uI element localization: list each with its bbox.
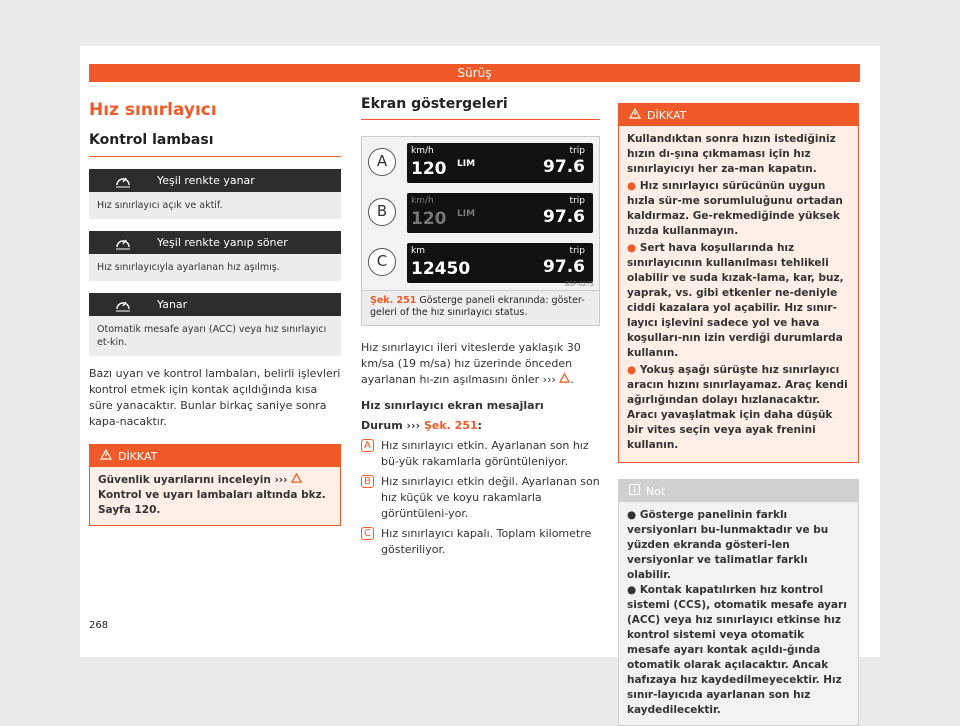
- warning-triangle-icon: [629, 108, 641, 122]
- body-paragraph: Hız sınırlayıcı ileri viteslerde yaklaşık 30 km/sa (19 m/sa) hız üzerinde önceden ayarlanan hı-zın aşılmasını önler ››› .: [361, 341, 581, 386]
- warning-header: DİKKAT: [90, 445, 340, 467]
- status-line: Durum ››› Şek. 251:: [361, 419, 483, 432]
- list-item: C Hız sınırlayıcı kapalı. Toplam kilometre gösteriliyor.: [361, 526, 600, 558]
- warning-body: Güvenlik uyarılarını inceleyin ››› Kontrol ve uyarı lambaları altında bkz. Sayfa 120.: [90, 467, 340, 525]
- page-title: Hız sınırlayıcı: [89, 100, 217, 120]
- display-figure: [361, 136, 600, 291]
- warning-bullet: ● Yokuş aşağı sürüşte hız sınırlayıcı aracın hızını sınırlayamaz. Araç kendi ağırlığından dolayı hızlanacaktır. Aracı yavaşlatmak için daha düşük bir vites seçin veya ayak frenini kullanın.: [627, 364, 848, 451]
- note-box: [618, 479, 859, 726]
- section-header: Sürüş: [89, 64, 860, 82]
- lamp-description: Otomatik mesafe ayarı (ACC) veya hız sınırlayıcı et-kin.: [89, 316, 341, 356]
- warning-body: [619, 126, 858, 462]
- column-right: [618, 103, 859, 726]
- warning-bullet: ● Sert hava koşullarında hız sınırlayıcının kullanılması tehlikeli olabilir ve suda kızak-lama, kar, buz, yaprak, vs. gibi etkenler ne-deniyle ciddi kazalara yol açabilir. Hız sınır-layıcı işlevini sadece yol ve hava koşulları-nın izin verdiği durumlarda kullanın.: [627, 242, 844, 359]
- lamp-label: Yeşil renkte yanıp söner: [157, 236, 288, 249]
- lamp-bar: [89, 169, 341, 192]
- figure-label-c: C: [368, 248, 396, 276]
- warning-intro: Kullandıktan sonra hızın istediğiniz hızın dı-şına çıkmaması için hız sınırlayıcıyı her za-man kapatın.: [627, 133, 836, 175]
- info-icon: [629, 484, 640, 498]
- warning-bullet: ● Hız sınırlayıcı sürücünün uygun hızla sür-me sorumluluğunu ortadan kaldırmaz. Ge-rekmediğinde yüksek hızda kullanmayın.: [627, 180, 843, 237]
- warning-triangle-icon: [559, 373, 570, 386]
- note-bullet: ● Gösterge panelinin farklı versiyonları bu-lunmaktadır ve bu yüzden ekranda gösteri-len versiyonlar ve talimatlar farklı olabilir.: [627, 509, 829, 581]
- warning-box: [89, 444, 341, 526]
- figure-caption: Şek. 251 Gösterge paneli ekranında: göster-geleri of the hız sınırlayıcı status.: [361, 291, 600, 326]
- warning-triangle-icon: [291, 474, 302, 486]
- warning-box: [618, 103, 859, 463]
- display-screen: km 12450 trip 97.6: [407, 243, 593, 283]
- note-bullet: ● Kontak kapatılırken hız kontrol sistemi (CCS), otomatik mesafe ayarı (ACC) veya hız sınırlayıcı etkinse hız kontrol sistemi veya otomatik mesafe ayarı kontak açıldı-ğında otomatik olarak açılacaktır. Ancak hafızaya hız kaydedilmeyecektir. Hız sınır-layıcıda ayarlanan son hız kaydedilecektir.: [627, 584, 847, 716]
- intro-paragraph: Bazı uyarı ve kontrol lambaları, belirli işlevleri kontrol etmek için kontak açıldığında kısa süre yanacaktır. Bunlar birkaç saniye sonra kapa-nacaktır.: [89, 367, 341, 428]
- note-body: [619, 502, 858, 725]
- lamp-label: Yeşil renkte yanar: [157, 174, 255, 187]
- speed-limiter-icon: [89, 298, 157, 312]
- figure-reference-link[interactable]: Şek. 251: [423, 419, 478, 432]
- speed-limiter-icon: [89, 174, 157, 188]
- page-reference-link[interactable]: Kontrol ve uyarı lambaları altında bkz. Sayfa 120.: [98, 489, 326, 516]
- lamp-bar: [89, 231, 341, 254]
- warning-triangle-icon: [100, 449, 112, 463]
- figure-label-b: B: [368, 198, 396, 226]
- messages-title: Hız sınırlayıcı ekran mesajları: [361, 399, 544, 412]
- figure-code: B5F-0275: [565, 281, 594, 288]
- section-title: Ekran göstergeleri: [361, 96, 600, 120]
- lamp-bar: [89, 293, 341, 316]
- warning-header: DİKKAT: [619, 104, 858, 126]
- section-subtitle: Kontrol lambası: [89, 132, 341, 157]
- column-left: [89, 96, 341, 526]
- figure-label-a: A: [368, 148, 396, 176]
- page-number: 268: [89, 620, 109, 631]
- list-item: A Hız sınırlayıcı etkin. Ayarlanan son hız bü-yük rakamlarla görüntüleniyor.: [361, 438, 600, 470]
- lamp-label: Yanar: [157, 298, 188, 311]
- display-screen: km/h 120 LIM trip 97.6: [407, 193, 593, 233]
- column-middle: [361, 96, 600, 558]
- display-screen: km/h 120 LIM trip 97.6: [407, 143, 593, 183]
- speed-limiter-icon: [89, 236, 157, 250]
- note-header: Not: [619, 480, 858, 502]
- lamp-description: Hız sınırlayıcıyla ayarlanan hız aşılmış.: [89, 254, 341, 281]
- list-item: B Hız sınırlayıcı etkin değil. Ayarlanan son hız küçük ve koyu rakamlarla görüntüleni-yor.: [361, 474, 600, 522]
- lamp-description: Hız sınırlayıcı açık ve aktif.: [89, 192, 341, 219]
